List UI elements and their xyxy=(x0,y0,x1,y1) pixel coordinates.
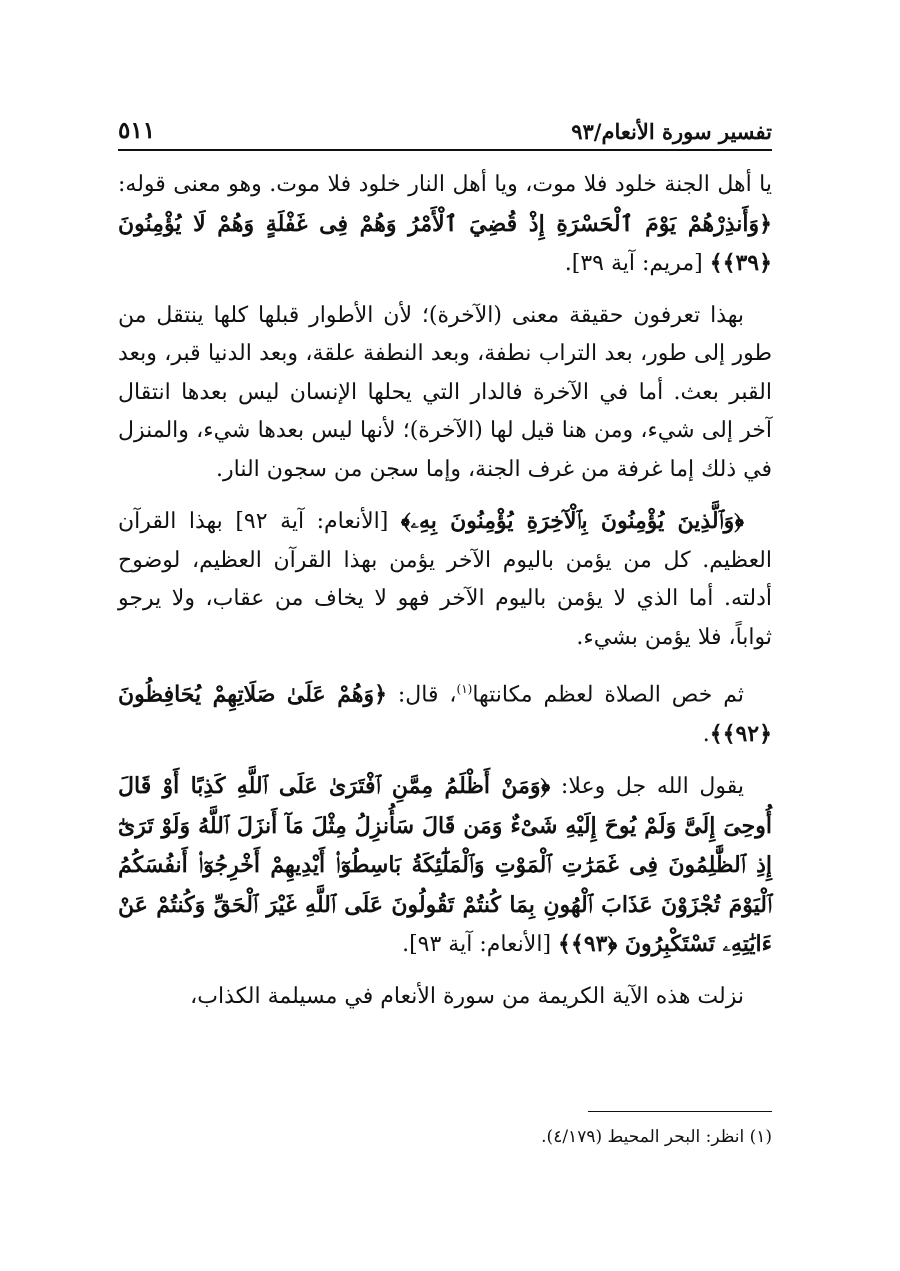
quran-verse: ﴿وَمَنْ أَظْلَمُ مِمَّنِ ٱفْتَرَىٰ عَلَى ٱللَّهِ كَذِبًا أَوْ قَالَ أُوحِىَ إِلَىَّ وَلَمْ يُوحَ إِلَيْهِ شَىْءٌ وَمَن قَالَ سَأُنزِلُ مِثْلَ مَآ أَنزَلَ ٱللَّهُ وَلَوْ تَرَىٰٓ إِذِ ٱلظَّٰلِمُونَ فِى غَمَرَٰتِ ٱلْمَوْتِ وَٱلْمَلَٰٓئِكَةُ بَاسِطُوٓا۟ أَيْدِيهِمْ أَخْرِجُوٓا۟ أَنفُسَكُمُ ٱلْيَوْمَ تُجْزَوْنَ عَذَابَ ٱلْهُونِ بِمَا كُنتُمْ تَقُولُونَ عَلَى ٱللَّهِ غَيْرَ ٱلْحَقِّ وَكُنتُمْ عَنْ ءَايَٰتِهِۦ تَسْتَكْبِرُونَ ﴿٩٣﴾﴾ xyxy=(118,773,772,958)
footnote-rule xyxy=(588,1111,772,1112)
paragraph-6: نزلت هذه الآية الكريمة من سورة الأنعام في مسيلمة الكذاب، xyxy=(190,983,744,1009)
paragraph-4-text: ثم خص الصلاة لعظم مكانتها xyxy=(472,682,744,708)
quran-verse: ﴿وَٱلَّذِينَ يُؤْمِنُونَ بِٱلْآخِرَةِ يُؤْمِنُونَ بِهِۦ﴾ xyxy=(400,508,744,534)
paragraph-1-text: يا أهل الجنة خلود فلا موت، ويا أهل النار خلود فلا موت. وهو معنى قوله: xyxy=(118,172,772,197)
paragraph-3-text: [الأنعام: آية ٩٢] بهذا القرآن العظيم. كل من يؤمن باليوم الآخر يؤمن بهذا القرآن العظيم، لوضوح أدلته. أما الذي لا يؤمن باليوم الآخر فهو لا يخاف من عقاب، ولا يرجو ثواباً، فلا يؤمن بشيء. xyxy=(118,509,772,650)
quran-verse: ﴿وَهُمْ عَلَىٰ صَلَاتِهِمْ يُحَافِظُونَ ﴿٩٢﴾﴾ xyxy=(118,681,772,747)
footnote: (١) انظر: البحر المحيط (٤/١٧٩). xyxy=(541,1127,772,1147)
paragraph-2: بهذا تعرفون حقيقة معنى (الآخرة)؛ لأن الأطوار قبلها كلها ينتقل من طور إلى طور، بعد التراب نطفة، وبعد النطفة علقة، وبعد الدنيا قبر، وبعد القبر بعث. أما في الآخرة فالدار التي يحلها الإنسان ليس بعدها انتقال آخر إلى شيء، ومن هنا قيل لها (الآخرة)؛ لأنها ليس بعدها شيء، والمنزل في ذلك إما غرفة من غرف الجنة، وإما سجن من سجون النار. xyxy=(118,302,772,482)
paragraph-4-text-2: ، قال: xyxy=(387,682,457,708)
page-number: ٥١١ xyxy=(118,117,156,144)
paragraph-5 xyxy=(118,767,772,965)
verse-reference: [الأنعام: آية ٩٣]. xyxy=(402,932,559,958)
verse-reference: [مريم: آية ٣٩]. xyxy=(564,251,710,276)
quran-verse: ﴿وَأَنذِرْهُمْ يَوْمَ ٱلْحَسْرَةِ إِذْ قُضِيَ ٱلْأَمْرُ وَهُمْ فِى غَفْلَةٍ وَهُمْ لَا يُؤْمِنُونَ ﴿٣٩﴾﴾ xyxy=(118,210,772,276)
paragraph-4-end: . xyxy=(702,721,710,747)
page-header xyxy=(118,104,772,144)
paragraph-3 xyxy=(118,502,772,657)
body-text xyxy=(118,166,772,1016)
header-rule xyxy=(118,149,772,151)
paragraph-5-text: يقول الله جل وعلا: xyxy=(550,774,744,800)
footnote-marker: (١) xyxy=(456,682,473,696)
running-title: تفسير سورة الأنعام/٩٣ xyxy=(571,119,772,144)
paragraph-4 xyxy=(118,670,772,754)
paragraph-1 xyxy=(118,166,772,284)
